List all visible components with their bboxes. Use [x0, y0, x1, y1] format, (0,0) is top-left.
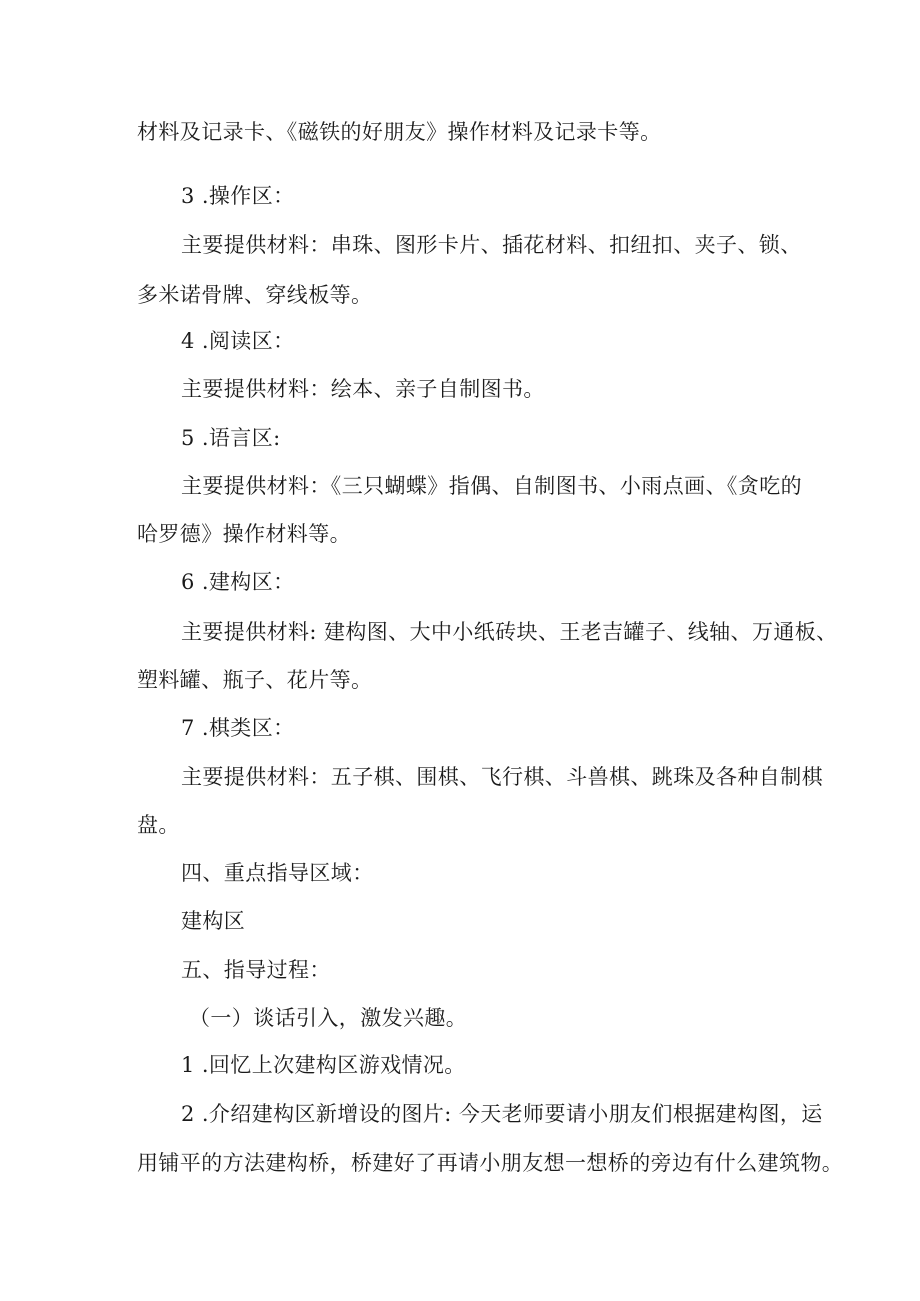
subsection-heading: （一）谈话引入，激发兴趣。 — [189, 1006, 468, 1030]
paragraph-line: 主要提供材料：《三只蝴蝶》指偶、自制图书、小雨点画、《贪吃的 — [181, 474, 802, 498]
section-heading: 五、指导过程： — [181, 958, 331, 982]
section-heading: 3 .操作区： — [181, 184, 295, 208]
paragraph-line: 主要提供材料：绘本、亲子自制图书。 — [181, 377, 545, 401]
paragraph-line: 建构区 — [181, 909, 246, 933]
paragraph-line: 多米诺骨牌、穿线板等。 — [137, 283, 373, 307]
paragraph-line: 主要提供材料：串珠、图形卡片、插花材料、扣纽扣、夹子、锁、 — [181, 233, 802, 257]
section-heading: 5 .语言区: — [181, 426, 281, 450]
paragraph-line: 2 .介绍建构区新增设的图片: 今天老师要请小朋友们根据建构图，运 — [181, 1102, 823, 1126]
section-heading: 四、重点指导区域： — [181, 861, 374, 885]
paragraph-line: 1 .回忆上次建构区游戏情况。 — [181, 1053, 466, 1077]
section-heading: 7 .棋类区： — [181, 716, 295, 740]
paragraph-line: 塑料罐、瓶子、花片等。 — [137, 668, 373, 692]
paragraph-line: 主要提供材料: 建构图、大中小纸砖块、王老吉罐子、线轴、万通板、 — [181, 620, 838, 644]
paragraph-line: 主要提供材料：五子棋、围棋、飞行棋、斗兽棋、跳珠及各种自制棋 — [181, 765, 823, 789]
paragraph-line: 用铺平的方法建构桥，桥建好了再请小朋友想一想桥的旁边有什么建筑物。 — [137, 1151, 844, 1175]
section-heading: 6 .建构区： — [181, 570, 295, 594]
paragraph-line: 材料及记录卡、《磁铁的好朋友》操作材料及记录卡等。 — [137, 120, 662, 144]
paragraph-line: 盘。 — [137, 813, 180, 837]
section-heading: 4 .阅读区： — [181, 329, 295, 353]
paragraph-line: 哈罗德》操作材料等。 — [137, 522, 351, 546]
